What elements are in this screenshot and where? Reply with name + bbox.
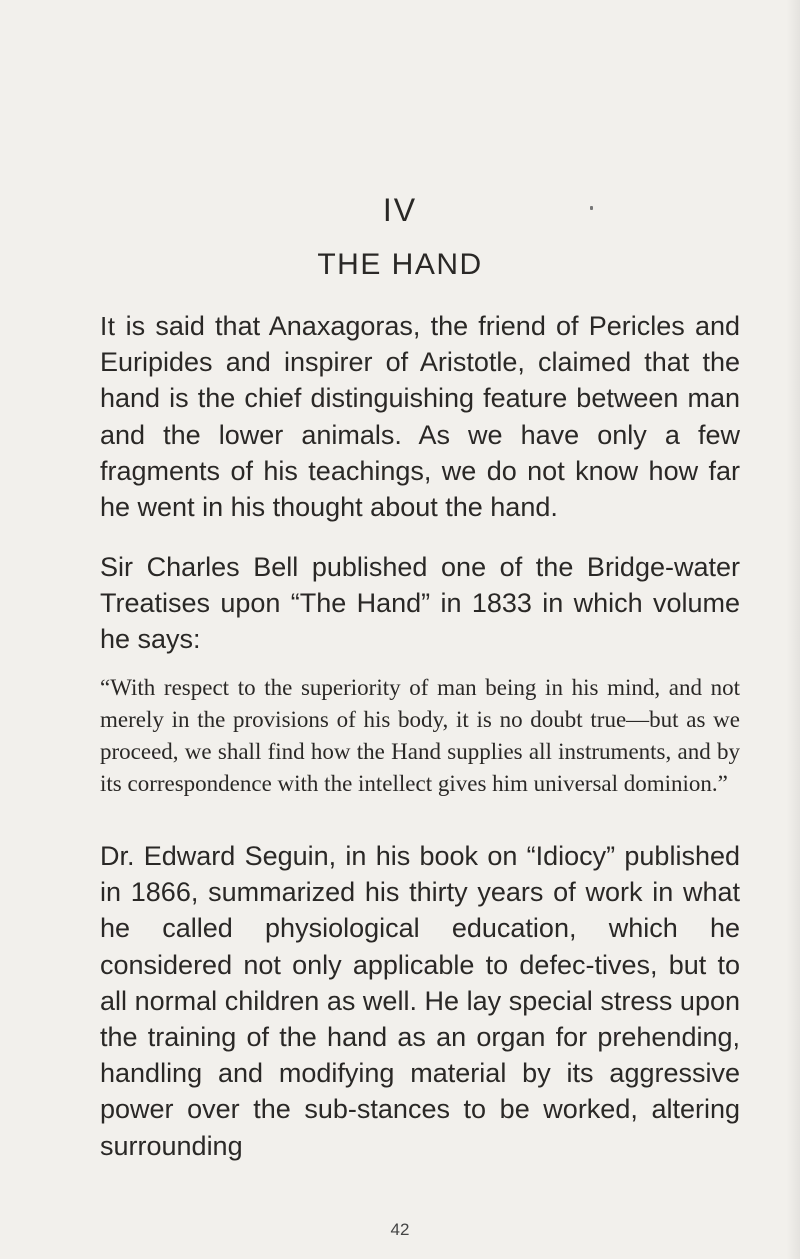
page-edge-shadow: [786, 0, 800, 1259]
chapter-number: IV: [382, 192, 418, 228]
paragraph-body: is said that Anaxagoras, the friend of Pericles and Euripides and inspirer of Aristotle, claimed that the hand is the chief distinguishing feature between man and the lower animals. As we have only a few fragments of his teachings, we do not know how far he went in his thought about the hand.: [100, 311, 740, 523]
paragraph-anaxagoras: [100, 308, 740, 525]
paragraph-text: [100, 308, 740, 525]
chapter-title: THE HAND: [317, 248, 483, 281]
quote-text: “With respect to the superiority of man being in his mind, and not merely in the provisions of his body, it is no doubt true—but as we proceed, we shall find how the Hand supplies all instruments, and by its correspondence with the intellect gives him universal dominion.”: [100, 675, 740, 796]
block-quote: [100, 672, 740, 800]
paragraph-text: Dr. Edward Seguin, in his book on “Idiocy” published in 1866, summarized his thirty years of work in what he called physiological education, which he considered not only applicable to defec-tives, but to all normal children as well. He lay special stress upon the training of the hand as an organ for prehending, handling and modifying material by its aggressive power over the sub-stances to be worked, altering surrounding: [100, 841, 740, 1161]
paragraph-lead-word: It: [100, 311, 116, 341]
paragraph-charles-bell: [100, 549, 740, 658]
stray-ink-mark: [590, 206, 593, 210]
page-number: 42: [390, 1220, 410, 1239]
paragraph-text: Sir Charles Bell published one of the Bridge-water Treatises upon “The Hand” in 1833 in which volume he says:: [100, 552, 740, 655]
paragraph-seguin: [100, 838, 740, 1164]
